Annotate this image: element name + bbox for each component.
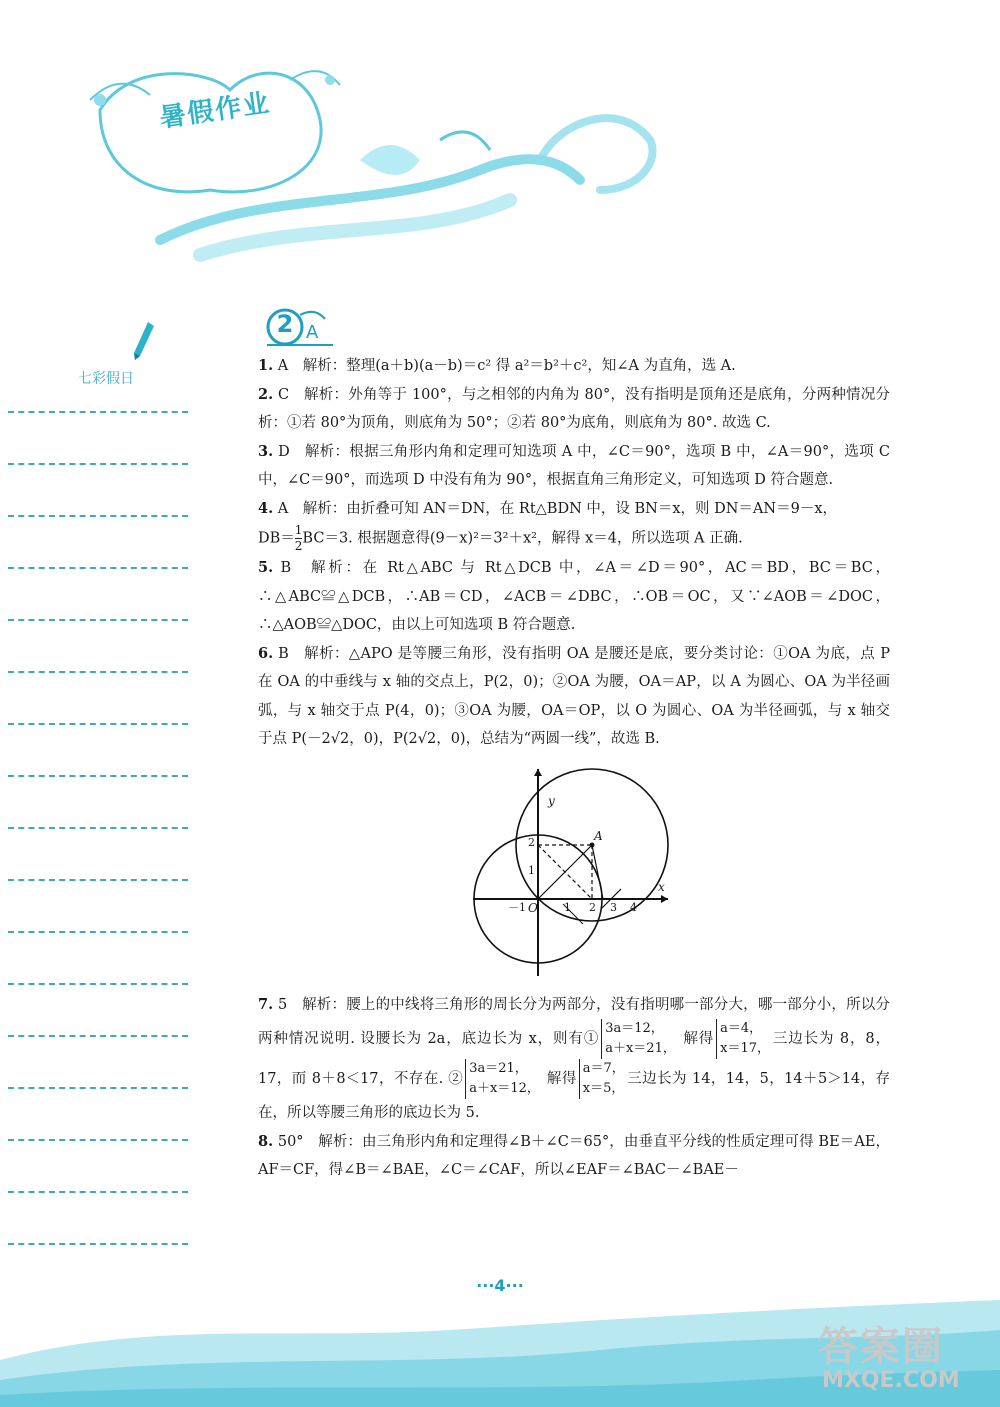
figure-y-tick: 1 [528, 863, 535, 877]
figure-x-tick: －1 [508, 900, 526, 914]
banner-title: 暑假作业 [157, 88, 273, 134]
equation-system: 3a＝12， a＋x＝21， [601, 1019, 676, 1059]
note-line [8, 775, 188, 777]
note-line [8, 1139, 188, 1141]
pen-icon [130, 320, 156, 362]
note-line [8, 515, 188, 517]
figure-x-tick: 3 [610, 900, 617, 914]
answer-8: 8. 50° 解析：由三角形内角和定理得∠B＋∠C＝65°，由垂直平分线的性质定理可得 BE＝AE，AF＝CF，得∠B＝∠BAE，∠C＝∠CAF，所以∠EAF＝∠BAC－∠BAE－ [258, 1132, 891, 1178]
answer-content [258, 352, 890, 1185]
note-line [8, 931, 188, 933]
note-line [8, 1087, 188, 1089]
section-letter: A [306, 322, 319, 343]
answer-7: 7. 5 解析：腰上的中线将三角形的周长分为两部分，没有指明哪一部分大，哪一部分小，所以分两种情况说明. 设腰长为 2a，底边长为 x，则有① 3a＝12， a＋x＝21， 解得 a＝4， x＝17， 三边长为 8，8，17，而 8＋8＜17，不存在. ② 3a＝21， a＋x＝12， 解得 a＝7， x＝5， 三边长为 14，14，5，14＋5＞14，存在，所以等腰三角形的底边长为 5. [258, 995, 891, 1121]
note-line [8, 723, 188, 725]
figure-y-label: y [548, 793, 555, 808]
note-line [8, 983, 188, 985]
equation-solution: a＝7， x＝5， [579, 1059, 625, 1099]
answer-5: 5. B 解析：在 Rt△ABC 与 Rt△DCB 中，∠A＝∠D＝90°，AC＝BD，BC＝BC，∴△ABC≌△DCB，∴AB＝CD，∠ACB＝∠DBC，∴OB＝OC，又∵∠AOB＝∠DOC，∴△AOB≌△DOC，由以上可知选项 B 符合题意. [258, 559, 891, 633]
note-line [8, 567, 188, 569]
note-line [8, 1035, 188, 1037]
answer-3: 3. D 解析：根据三角形内角和定理可知选项 A 中，∠C＝90°，选项 B 中，∠A＝90°，选项 C 中，∠C＝90°，而选项 D 中没有角为 90°，根据直角三角形定义，可知选项 D 符合题意. [258, 442, 891, 488]
watermark-logo: 答案圈 [818, 1324, 944, 1370]
banner-decoration [60, 40, 680, 270]
equation-system: 3a＝21， a＋x＝12， [465, 1059, 540, 1099]
watermark-url: MXQE.COM [822, 1368, 960, 1393]
sidebar-label: 七彩假日 [78, 371, 134, 387]
figure-x-label: x [658, 879, 665, 894]
figure-point-label: A [594, 828, 603, 843]
answer-6: 6. B 解析：△APO 是等腰三角形，没有指明 OA 是腰还是底，要分类讨论：①OA 为底，点 P 在 OA 的中垂线与 x 轴的交点上，P(2，0)；②OA 为腰，OA＝AP，以 A 为圆心、OA 为半径画弧，与 x 轴交于点 P(4，0)；③OA 为腰，OA＝OP，以 O 为圆心、OA 为半径画弧，与 x 轴交于点 P(－2√2，0)，P(2√2，0)，总结为“两圆一线”，故选 B. [258, 644, 890, 747]
note-line [8, 1243, 188, 1245]
page-number: ···4··· [476, 1276, 524, 1295]
fraction-half: $\frac{1}{2}$ [294, 523, 303, 553]
note-line [8, 463, 188, 465]
note-line [8, 827, 188, 829]
equation-solution: a＝4， x＝17， [716, 1019, 770, 1059]
section-number: 2 [276, 310, 294, 338]
figure-y-tick: 2 [528, 835, 535, 849]
figure-x-tick: 2 [589, 900, 596, 914]
note-line [8, 671, 188, 673]
section-badge-icon [255, 305, 345, 353]
note-line [8, 1191, 188, 1193]
figure-origin-label: O [528, 900, 538, 915]
answer-4: 4. A 解析：由折叠可知 AN＝DN，在 Rt△BDN 中，设 BN＝x，则 DN＝AN＝9－x， DB＝ $\frac{1}{2}$ BC＝3. 根据题意得(9－x)²＝3²＋x²，解得 x＝4，所以选项 A 正确. [258, 499, 837, 553]
note-line [8, 619, 188, 621]
note-line [8, 411, 188, 413]
figure-x-tick: 1 [564, 900, 571, 914]
figure-x-tick: 4 [630, 900, 637, 914]
answer-1: 1. A 解析：整理(a＋b)(a－b)＝c² 得 a²＝b²＋c²，知∠A 为直角，选 A. [258, 357, 736, 374]
note-line [8, 879, 188, 881]
coordinate-figure [258, 764, 890, 979]
answer-2: 2. C 解析：外角等于 100°，与之相邻的内角为 80°，没有指明是顶角还是底角，分两种情况分析：①若 80°为顶角，则底角为 50°；②若 80°为底角，则底角为 80°. 故选 C. [258, 385, 891, 431]
